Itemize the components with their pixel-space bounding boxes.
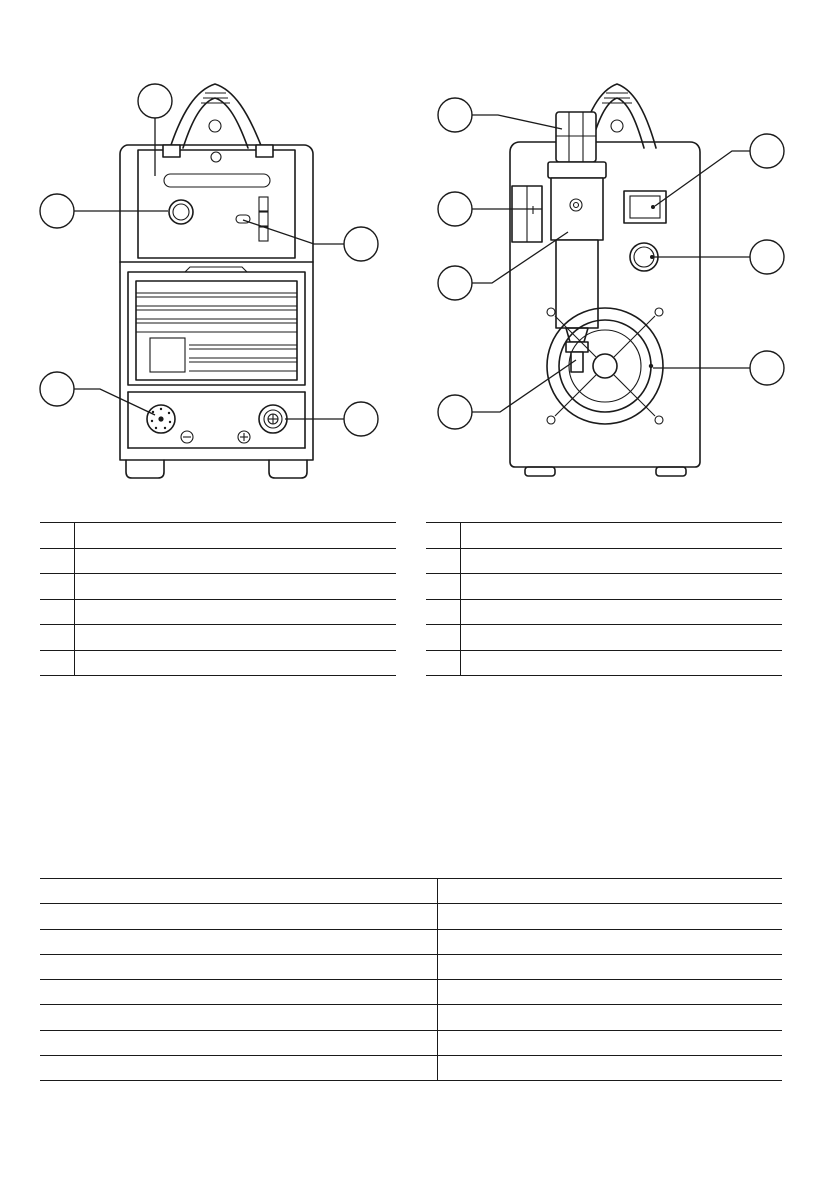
legend-text bbox=[74, 650, 396, 676]
spec-row bbox=[40, 904, 782, 929]
spec-label bbox=[40, 904, 438, 929]
callout-circle bbox=[40, 372, 74, 406]
legend-number bbox=[426, 625, 460, 651]
spec-label bbox=[40, 980, 438, 1005]
spec-value bbox=[438, 879, 783, 904]
spec-label bbox=[40, 1056, 438, 1081]
output-terminal bbox=[259, 405, 287, 433]
callout-circle bbox=[138, 84, 172, 118]
callout-circle bbox=[438, 192, 472, 226]
legend-text bbox=[460, 574, 782, 600]
legend-number bbox=[40, 650, 74, 676]
legend-number bbox=[426, 650, 460, 676]
legend-text bbox=[460, 650, 782, 676]
legend-row bbox=[426, 548, 782, 574]
legend-text bbox=[74, 625, 396, 651]
callout-circle bbox=[438, 266, 472, 300]
legend-table-right bbox=[426, 522, 782, 676]
legend-row bbox=[426, 523, 782, 549]
spec-row bbox=[40, 1056, 782, 1081]
spec-value bbox=[438, 929, 783, 954]
spec-value bbox=[438, 1030, 783, 1055]
legend-text bbox=[74, 523, 396, 549]
spec-row bbox=[40, 929, 782, 954]
legend-row bbox=[426, 599, 782, 625]
legend-text bbox=[74, 548, 396, 574]
legend-number bbox=[40, 548, 74, 574]
legend-row bbox=[426, 650, 782, 676]
spec-value bbox=[438, 904, 783, 929]
legend-number bbox=[40, 523, 74, 549]
legend-number bbox=[40, 599, 74, 625]
rear-view-illustration bbox=[438, 84, 784, 476]
callout-circle bbox=[344, 227, 378, 261]
spec-value bbox=[438, 1005, 783, 1030]
legend-row bbox=[40, 574, 396, 600]
control-panel bbox=[138, 150, 295, 258]
callout-circle bbox=[40, 194, 74, 228]
specifications-table bbox=[40, 878, 782, 1081]
callout-circle bbox=[344, 402, 378, 436]
figures-canvas bbox=[0, 0, 840, 500]
legend-text bbox=[460, 523, 782, 549]
spec-label bbox=[40, 1030, 438, 1055]
control-socket bbox=[147, 405, 175, 433]
spec-label bbox=[40, 1005, 438, 1030]
vent-slats bbox=[136, 293, 297, 371]
spec-value bbox=[438, 980, 783, 1005]
legend-text bbox=[460, 625, 782, 651]
callout-circle bbox=[438, 395, 472, 429]
legend-text bbox=[460, 599, 782, 625]
cooling-fan bbox=[547, 308, 663, 424]
spec-label bbox=[40, 929, 438, 954]
legend-table-left bbox=[40, 522, 396, 676]
callout-circle bbox=[750, 351, 784, 385]
legend-row bbox=[40, 650, 396, 676]
legend-number bbox=[426, 599, 460, 625]
spec-label bbox=[40, 954, 438, 979]
legend-row bbox=[40, 599, 396, 625]
legend-number bbox=[426, 574, 460, 600]
spec-row bbox=[40, 879, 782, 904]
legend-number bbox=[426, 548, 460, 574]
label-plate bbox=[150, 338, 185, 372]
legend-text bbox=[74, 574, 396, 600]
legend-row bbox=[426, 625, 782, 651]
carry-handle bbox=[170, 84, 262, 148]
legend-text bbox=[74, 599, 396, 625]
legend-number bbox=[40, 625, 74, 651]
spec-value bbox=[438, 1056, 783, 1081]
legend-row bbox=[40, 523, 396, 549]
legend-text bbox=[460, 548, 782, 574]
legend-row bbox=[426, 574, 782, 600]
legend-number bbox=[426, 523, 460, 549]
spec-row bbox=[40, 1030, 782, 1055]
legend-row bbox=[40, 625, 396, 651]
torch-holder bbox=[551, 178, 603, 240]
display-window bbox=[164, 174, 270, 187]
legend-number bbox=[40, 574, 74, 600]
callout-circle bbox=[750, 134, 784, 168]
spec-value bbox=[438, 954, 783, 979]
callout-circle bbox=[750, 240, 784, 274]
torch-grip bbox=[556, 112, 596, 162]
front-vent-grille bbox=[136, 281, 297, 380]
spec-row bbox=[40, 954, 782, 979]
spec-row bbox=[40, 980, 782, 1005]
legend-row bbox=[40, 548, 396, 574]
spec-row bbox=[40, 1005, 782, 1030]
front-view-illustration bbox=[40, 84, 378, 478]
spec-label bbox=[40, 879, 438, 904]
callout-circle bbox=[438, 98, 472, 132]
